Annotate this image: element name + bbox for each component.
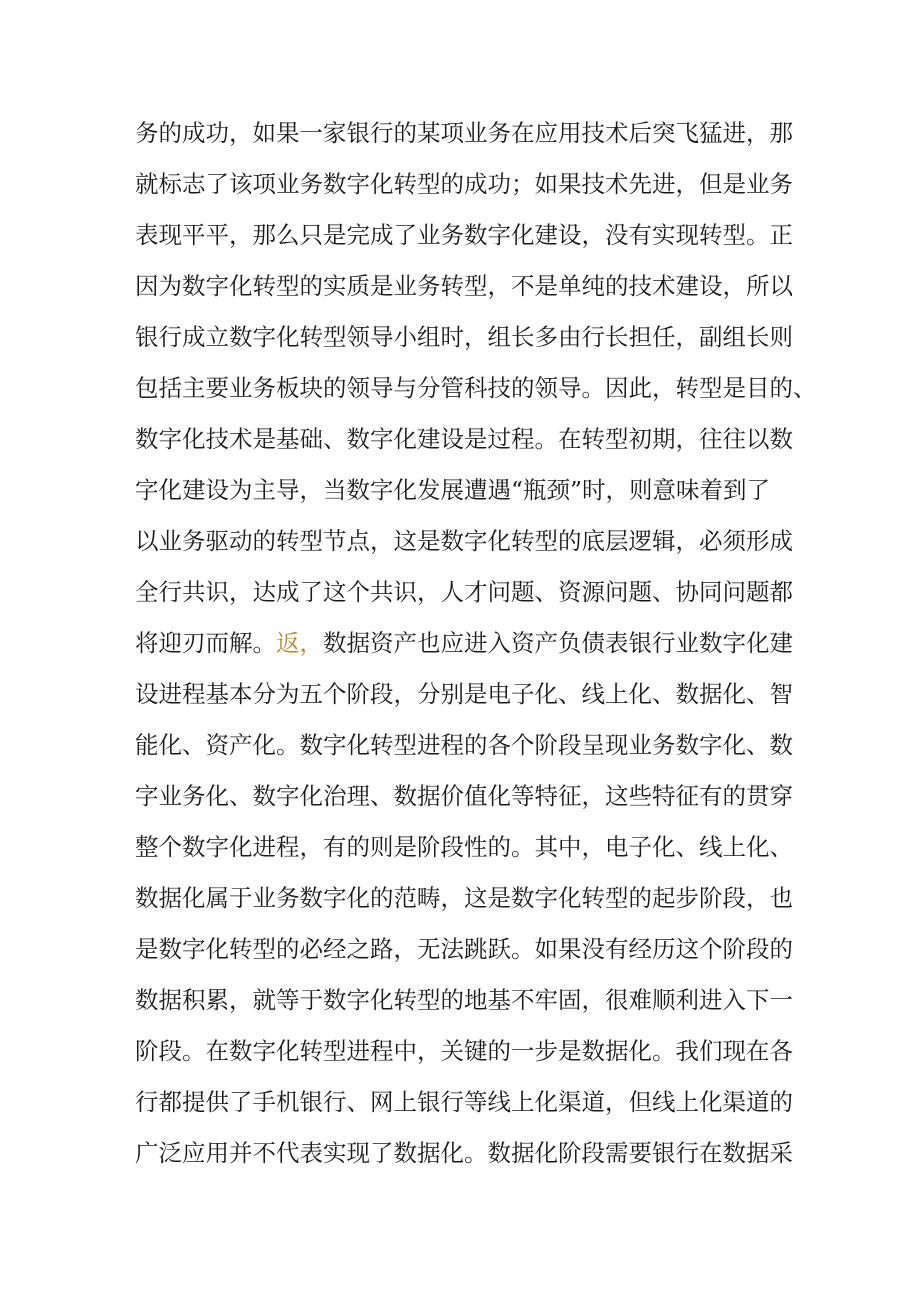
text-line-7: 数字化技术是基础、数字化建设是过程。在转型初期，往往以数 xyxy=(135,425,793,453)
text-line-5: 银行成立数字化转型领导小组时，组长多由行长担任，副组长则 xyxy=(135,323,793,351)
text-line-2: 就标志了该项业务数字化转型的成功；如果技术先进，但是业务 xyxy=(135,170,793,198)
text-line-4: 因为数字化转型的实质是业务转型，不是单纯的技术建设，所以 xyxy=(135,272,793,300)
text-line-1: 务的成功，如果一家银行的某项业务在应用技术后突飞猛进，那 xyxy=(135,119,793,147)
text-line-18: 数据积累，就等于数字化转型的地基不牢固，很难顺利进入下一 xyxy=(135,986,793,1014)
text-line-8: 字化建设为主导，当数字化发展遭遇“瓶颈”时，则意味着到了 xyxy=(135,476,771,504)
body-text xyxy=(135,108,815,1179)
text-line-9: 以业务驱动的转型节点，这是数字化转型的底层逻辑，必须形成 xyxy=(135,527,793,555)
text-line-12: 设进程基本分为五个阶段，分别是电子化、线上化、数据化、智 xyxy=(135,680,793,708)
text-line-11-after: 数据资产也应进入资产负债表银行业数字化建 xyxy=(323,629,793,657)
text-line-15: 整个数字化进程，有的则是阶段性的。其中，电子化、线上化、 xyxy=(135,833,793,861)
text-line-21: 广泛应用并不代表实现了数据化。数据化阶段需要银行在数据采 xyxy=(135,1139,793,1167)
text-line-3: 表现平平，那么只是完成了业务数字化建设，没有实现转型。正 xyxy=(135,221,793,249)
text-line-11 xyxy=(135,618,815,669)
accent-text: 返， xyxy=(276,629,323,657)
text-line-14: 字业务化、数字化治理、数据价值化等特征，这些特征有的贯穿 xyxy=(135,782,793,810)
text-line-13: 能化、资产化。数字化转型进程的各个阶段呈现业务数字化、数 xyxy=(135,731,793,759)
text-line-11-before: 将迎刃而解。 xyxy=(135,629,276,657)
text-line-6: 包括主要业务板块的领导与分管科技的领导。因此，转型是目的、 xyxy=(135,374,817,402)
text-line-16: 数据化属于业务数字化的范畴，这是数字化转型的起步阶段，也 xyxy=(135,884,793,912)
text-line-10: 全行共识，达成了这个共识，人才问题、资源问题、协同问题都 xyxy=(135,578,793,606)
text-line-17: 是数字化转型的必经之路，无法跳跃。如果没有经历这个阶段的 xyxy=(135,935,793,963)
text-line-19: 阶段。在数字化转型进程中，关键的一步是数据化。我们现在各 xyxy=(135,1037,793,1065)
text-line-20: 行都提供了手机银行、网上银行等线上化渠道，但线上化渠道的 xyxy=(135,1088,793,1116)
